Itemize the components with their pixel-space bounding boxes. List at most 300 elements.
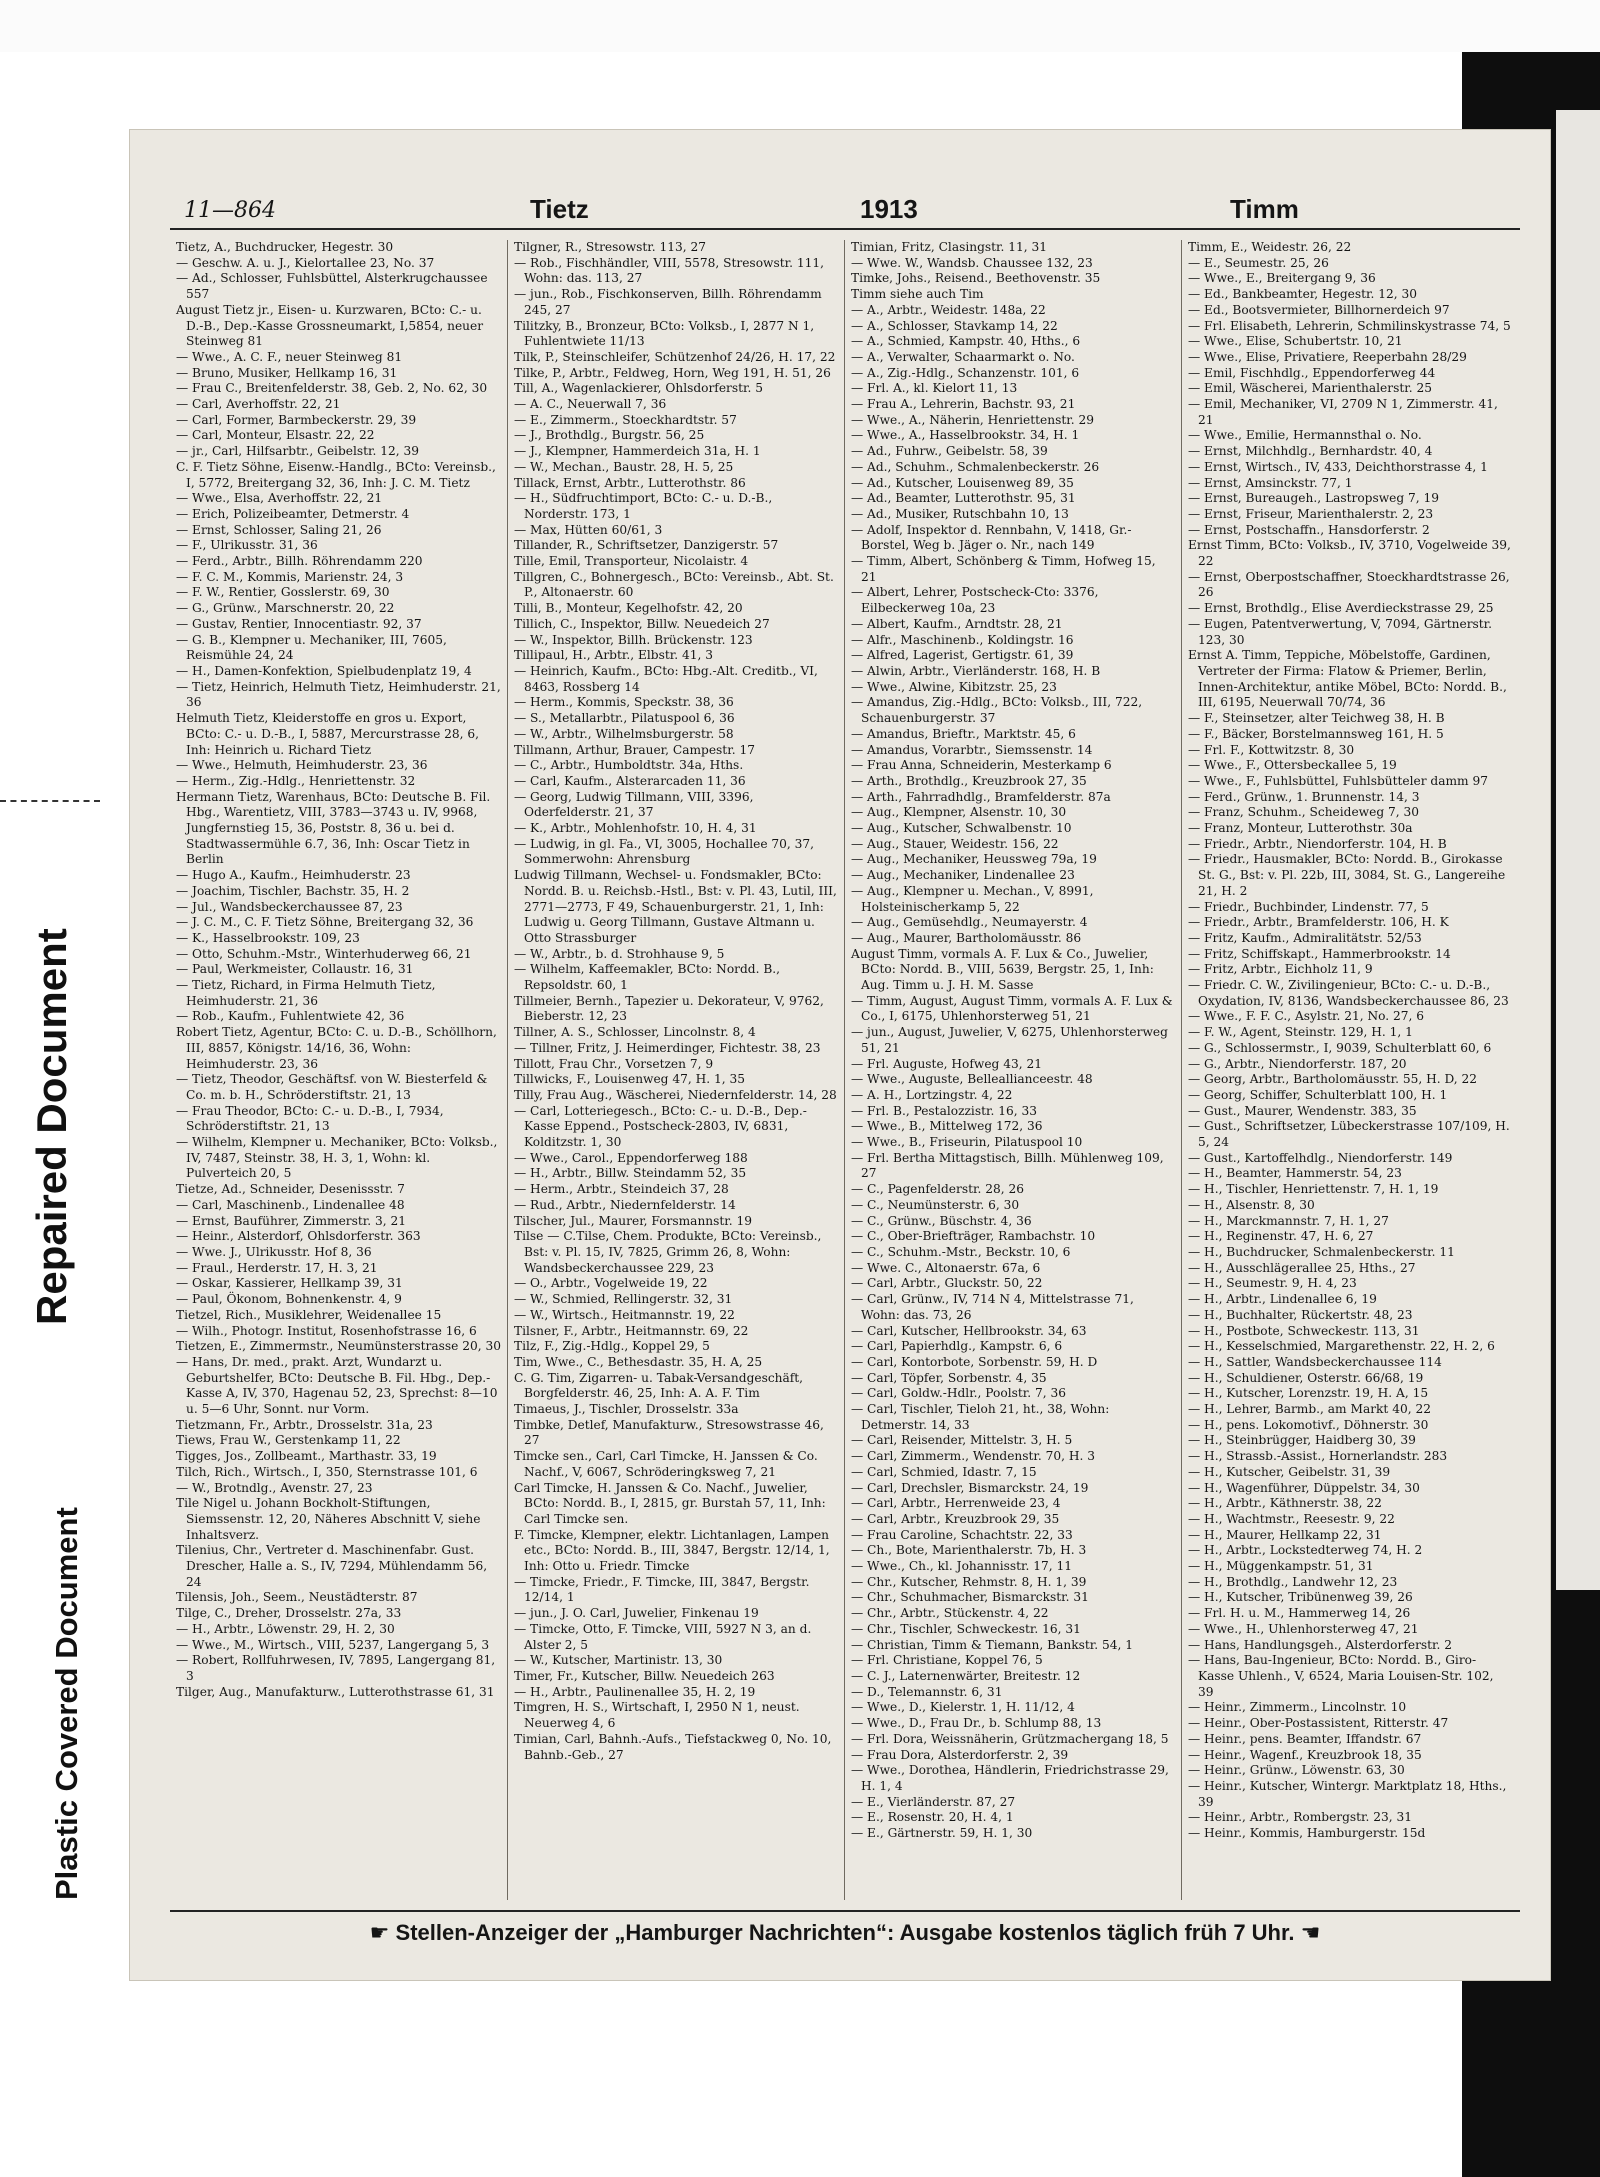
directory-entry: — H., Seumestr. 9, H. 4, 23 — [1188, 1276, 1357, 1291]
directory-entry: — Wilh., Photogr. Institut, Rosenhofstrasse 16, 6 — [176, 1323, 477, 1338]
directory-entry: — Wwe., Elise, Privatiere, Reeperbahn 28/29 — [1188, 349, 1467, 364]
directory-entry: — Ad., Fuhrw., Geibelstr. 58, 39 — [851, 444, 1048, 459]
directory-entry: — Fritz, Kaufm., Admiralitätstr. 52/53 — [1188, 930, 1422, 945]
directory-entry: — O., Arbtr., Vogelweide 19, 22 — [514, 1276, 708, 1291]
directory-entry: — H., Tischler, Henriettenstr. 7, H. 1, 19 — [1188, 1182, 1439, 1197]
directory-entry: — Ed., Bankbeamter, Hegestr. 12, 30 — [1188, 287, 1418, 302]
directory-entry: — Ernst, Schlosser, Saling 21, 26 — [176, 522, 382, 537]
directory-entry: — H., Wachtmstr., Reesestr. 9, 22 — [1188, 1511, 1395, 1526]
directory-entry: — H., Müggenkampstr. 51, 31 — [1188, 1559, 1374, 1574]
directory-entry: — Gustav, Rentier, Innocentiastr. 92, 37 — [176, 616, 422, 631]
directory-entry: Tillipaul, H., Arbtr., Elbstr. 41, 3 — [514, 648, 713, 663]
directory-entry: — Albert, Kaufm., Arndtstr. 28, 21 — [851, 616, 1063, 631]
directory-entry: — Ernst, Amsinckstr. 77, 1 — [1188, 475, 1353, 490]
directory-entry: — H., Damen-Konfektion, Spielbudenplatz 19, 4 — [176, 663, 472, 678]
directory-entry: — Aug., Gemüsehdlg., Neumayerstr. 4 — [851, 915, 1088, 930]
directory-entry: Tille, Emil, Transporteur, Nicolaistr. 4 — [514, 554, 749, 569]
directory-entry: — Emil, Mechaniker, VI, 2709 N 1, Zimmerstr. 41, 21 — [1188, 397, 1498, 427]
directory-entry: — Aug., Kutscher, Schwalbenstr. 10 — [851, 821, 1072, 836]
directory-entry: — H., Alsenstr. 8, 30 — [1188, 1197, 1315, 1212]
column-1 — [170, 240, 507, 1900]
directory-entry: Timm siehe auch Tim — [851, 287, 984, 302]
directory-entry: — Ernst, Brothdlg., Elise Averdieckstrasse 29, 25 — [1188, 601, 1494, 616]
directory-entry: — H., Buchdrucker, Schmalenbeckerstr. 11 — [1188, 1245, 1455, 1259]
directory-entry: — Friedr. C. W., Zivilingenieur, BCto: C.- u. D.-B., Oxydation, IV, 8136, Wandsbeckerchaussee 86, 23 — [1188, 978, 1509, 1008]
cut-mark — [0, 800, 100, 802]
directory-entry: — Timm, August, August Timm, vormals A. F. Lux & Co., I, 6175, Uhlenhorsterweg 51, 21 — [851, 993, 1173, 1024]
directory-entry: Tiews, Frau W., Gerstenkamp 11, 22 — [176, 1433, 401, 1448]
directory-entry: Timaeus, J., Tischler, Drosselstr. 33a — [514, 1402, 739, 1417]
directory-entry: — Hans, Dr. med., prakt. Arzt, Wundarzt u. Geburtshelfer, BCto: Deutsche B. Fil. Hbg., Dep.-Kasse A, IV, 370, Hagenau 52, 23, Sprechst: 8—10 u. 5—6 Uhr, Sonnt. nur Vorm. — [176, 1354, 498, 1417]
directory-entry: — Paul, Werkmeister, Collaustr. 16, 31 — [176, 962, 414, 977]
directory-entry: — Georg, Ludwig Tillmann, VIII, 3396, Oderfelderstr. 21, 37 — [514, 789, 754, 820]
directory-entry: — C., Grünw., Büschstr. 4, 36 — [851, 1213, 1032, 1228]
directory-entry: — Aug., Maurer, Bartholomäusstr. 86 — [851, 930, 1082, 945]
directory-entry: — Frl. H. u. M., Hammerweg 14, 26 — [1188, 1606, 1411, 1621]
directory-entry: — A., Verwalter, Schaarmarkt o. No. — [851, 349, 1075, 364]
directory-entry: — W., Inspektor, Billh. Brückenstr. 123 — [514, 632, 753, 647]
directory-entry: — Carl, Papierhdlg., Kampstr. 6, 6 — [851, 1339, 1063, 1354]
directory-entry: F. Timcke, Klempner, elektr. Lichtanlagen, Lampen etc., BCto: Nordd. B., III, 3847, Bergstr. 12/14, 1, Inh: Otto u. Friedr. Timcke — [514, 1527, 830, 1574]
directory-entry: C. F. Tietz Söhne, Eisenw.-Handlg., BCto: Vereinsb., I, 5772, Breitergang 32, 36, Inh: J. C. M. Tietz — [176, 459, 496, 490]
directory-entry: — J., Klempner, Hammerdeich 31a, H. 1 — [514, 444, 761, 459]
directory-entry: — W., Wirtsch., Heitmannstr. 19, 22 — [514, 1307, 735, 1322]
directory-entry: August Tietz jr., Eisen- u. Kurzwaren, BCto: C.- u. D.-B., Dep.-Kasse Grossneumarkt, I,5854, neuer Steinweg 81 — [176, 302, 484, 349]
directory-entry: — Wwe., F. F. C., Asylstr. 21, No. 27, 6 — [1188, 1009, 1425, 1024]
directory-entry: — H., Kutscher, Tribünenweg 39, 26 — [1188, 1590, 1413, 1605]
directory-entry: — H., Reginenstr. 47, H. 6, 27 — [1188, 1229, 1374, 1244]
directory-entry: — Frl. Christiane, Koppel 76, 5 — [851, 1653, 1043, 1668]
directory-entry: Timian, Carl, Bahnh.-Aufs., Tiefstackweg 0, No. 10, Bahnb.-Geb., 27 — [514, 1731, 832, 1762]
directory-entry: — Frau Theodor, BCto: C.- u. D.-B., I, 7934, Schröderstiftstr. 21, 13 — [176, 1103, 444, 1134]
directory-entry: — Timcke, Otto, F. Timcke, VIII, 5927 N 3, an d. Alster 2, 5 — [514, 1621, 812, 1652]
directory-entry: — Ad., Kutscher, Louisenweg 89, 35 — [851, 475, 1074, 490]
directory-entry: — H., Wagenführer, Düppelstr. 34, 30 — [1188, 1480, 1420, 1495]
directory-entry: — Frl. Auguste, Hofweg 43, 21 — [851, 1056, 1042, 1071]
directory-entry: Helmuth Tietz, Kleiderstoffe en gros u. Export, BCto: C.- u. D.-B., I, 5887, Mercurstrasse 28, 6, Inh: Heinrich u. Richard Tietz — [176, 711, 480, 757]
directory-entry: — Timm, Albert, Schönberg & Timm, Hofweg 15, 21 — [851, 554, 1156, 584]
directory-entry: — H., Buchhalter, Rückertstr. 48, 23 — [1188, 1307, 1413, 1322]
directory-entry: — H., Ausschlägerallee 25, Hths., 27 — [1188, 1260, 1416, 1275]
directory-entry: — Aug., Mechaniker, Lindenallee 23 — [851, 868, 1075, 883]
directory-entry: — Fraul., Herderstr. 17, H. 3, 21 — [176, 1260, 378, 1275]
directory-entry: — H., Arbtr., Lindenallee 6, 19 — [1188, 1292, 1377, 1307]
directory-entry: — A., Schmied, Kampstr. 40, Hths., 6 — [851, 334, 1081, 349]
directory-entry: Tillott, Frau Chr., Vorsetzen 7, 9 — [514, 1056, 714, 1071]
directory-entry: Tilge, C., Dreher, Drosselstr. 27a, 33 — [176, 1606, 402, 1621]
pointing-hand-left-icon: ☛ — [369, 1921, 390, 1946]
left-guide-word: Tietz — [530, 194, 589, 224]
directory-entry: Tietze, Ad., Schneider, Desenissstr. 7 — [176, 1182, 405, 1197]
directory-entry: — Timcke, Friedr., F. Timcke, III, 3847, Bergstr. 12/14, 1 — [514, 1574, 810, 1605]
directory-entry: — Ernst, Postschaffn., Hansdorferstr. 2 — [1188, 522, 1430, 537]
directory-entry: — Hans, Handlungsgeh., Alsterdorferstr. 2 — [1188, 1637, 1453, 1652]
directory-entry: — Emil, Wäscherei, Marienthalerstr. 25 — [1188, 381, 1432, 396]
directory-entry: — jun., Rob., Fischkonserven, Billh. Röhrendamm 245, 27 — [514, 287, 822, 317]
directory-entry: — Emil, Fischhdlg., Eppendorferweg 44 — [1188, 365, 1436, 380]
directory-entry: — Arth., Brothdlg., Kreuzbrook 27, 35 — [851, 773, 1087, 788]
directory-entry: — H., Arbtr., Käthnerstr. 38, 22 — [1188, 1496, 1382, 1511]
directory-entry: — Rob., Fischhändler, VIII, 5578, Stresowstr. 111, Wohn: das. 113, 27 — [514, 255, 824, 286]
directory-entry: — Wwe., Ch., kl. Johannisstr. 17, 11 — [851, 1559, 1073, 1574]
directory-entry: — W., Brotndlg., Avenstr. 27, 23 — [176, 1480, 373, 1495]
directory-entry: — Wwe., Alwine, Kibitzstr. 25, 23 — [851, 679, 1057, 694]
directory-entry: Timm, E., Weidestr. 26, 22 — [1188, 240, 1352, 254]
directory-entry: Tilscher, Jul., Maurer, Forsmannstr. 19 — [514, 1213, 753, 1228]
directory-entry: — Robert, Rollfuhrwesen, IV, 7895, Langergang 81, 3 — [176, 1653, 496, 1683]
directory-entry: — G., Grünw., Marschnerstr. 20, 22 — [176, 601, 395, 616]
scan-top-margin — [0, 0, 1600, 52]
directory-entry: — Aug., Mechaniker, Heussweg 79a, 19 — [851, 852, 1097, 867]
directory-entry: — Tietz, Theodor, Geschäftsf. von W. Biesterfeld & Co. m. b. H., Schröderstiftstr. 21, 13 — [176, 1072, 488, 1102]
adjacent-page-edge — [1556, 110, 1600, 1590]
directory-entry: Tietzmann, Fr., Arbtr., Drosselstr. 31a, 23 — [176, 1417, 433, 1432]
directory-entry: Tilsner, F., Arbtr., Heitmannstr. 69, 22 — [514, 1323, 749, 1338]
directory-entry: — Carl, Goldw.-Hdlr., Poolstr. 7, 36 — [851, 1386, 1066, 1401]
directory-entry: — Wwe., B., Friseurin, Pilatuspool 10 — [851, 1135, 1083, 1150]
column-3 — [844, 240, 1181, 1900]
directory-entry: Tillmeier, Bernh., Tapezier u. Dekorateur, V, 9762, Bieberstr. 12, 23 — [514, 993, 824, 1024]
directory-entry: — Wwe., Auguste, Belleallianceestr. 48 — [851, 1072, 1093, 1087]
directory-entry: — H., Postbote, Schweckestr. 113, 31 — [1188, 1323, 1420, 1338]
directory-entry: Hermann Tietz, Warenhaus, BCto: Deutsche B. Fil. Hbg., Warentietz, VIII, 3783—3743 u. IV, 9968, Jungfernstieg 15, 36, Poststr. 8, 36 u. bei d. Stadtwassermühle 6.7, 36, Inh: Oscar Tietz in Berlin — [176, 789, 491, 867]
directory-entry: — H., Sattler, Wandsbeckerchaussee 114 — [1188, 1354, 1442, 1369]
directory-entry: — Alwin, Arbtr., Vierländerstr. 168, H. B — [851, 663, 1101, 678]
directory-entry: — Amandus, Brieftr., Marktstr. 45, 6 — [851, 726, 1076, 741]
directory-entry: — H., Kutscher, Geibelstr. 31, 39 — [1188, 1464, 1391, 1479]
directory-entry: — Heinr., Arbtr., Rombergstr. 23, 31 — [1188, 1810, 1413, 1825]
directory-entry: — Ferd., Arbtr., Billh. Röhrendamm 220 — [176, 554, 423, 569]
directory-entry: — Wwe., H., Uhlenhorsterweg 47, 21 — [1188, 1621, 1419, 1636]
directory-entry: — Hugo A., Kaufm., Heimhuderstr. 23 — [176, 868, 411, 883]
directory-entry: — A., Arbtr., Weidestr. 148a, 22 — [851, 302, 1046, 317]
directory-entry: — jun., August, Juwelier, V, 6275, Uhlenhorsterweg 51, 21 — [851, 1025, 1168, 1055]
directory-entry: Tietzen, E., Zimmermstr., Neumünsterstrasse 20, 30 — [176, 1339, 501, 1354]
directory-entry: Timgren, H. S., Wirtschaft, I, 2950 N 1, neust. Neuerweg 4, 6 — [514, 1700, 800, 1731]
directory-entry: — Albert, Lehrer, Postscheck-Cto: 3376, Eilbeckerweg 10a, 23 — [851, 585, 1099, 616]
directory-entry: — Friedr., Arbtr., Bramfelderstr. 106, H. K — [1188, 915, 1449, 930]
directory-entry: — S., Metallarbtr., Pilatuspool 6, 36 — [514, 711, 735, 726]
directory-entry: Tietz, A., Buchdrucker, Hegestr. 30 — [176, 240, 394, 254]
directory-entry: — Frau C., Breitenfelderstr. 38, Geb. 2, No. 62, 30 — [176, 381, 488, 396]
directory-entry: — Heinr., Kommis, Hamburgerstr. 15d — [1188, 1826, 1426, 1841]
year: 1913 — [860, 194, 918, 224]
directory-entry: — Frl. B., Pestalozzistr. 16, 33 — [851, 1103, 1037, 1118]
directory-entry: — F. C. M., Kommis, Marienstr. 24, 3 — [176, 569, 404, 584]
directory-entry: — Alfred, Lagerist, Gertigstr. 61, 39 — [851, 648, 1074, 663]
directory-entry: — Wwe., Elsa, Averhoffstr. 22, 21 — [176, 491, 383, 506]
directory-entry: — Ad., Musiker, Rutschbahn 10, 13 — [851, 506, 1069, 521]
directory-entry: — K., Hasselbrookstr. 109, 23 — [176, 930, 360, 945]
directory-entry: — Chr., Arbtr., Stückenstr. 4, 22 — [851, 1606, 1049, 1621]
plastic-covered-document-label: Plastic Covered Document — [49, 1507, 84, 1900]
right-guide-word: Timm — [1230, 194, 1299, 224]
directory-entry: — Chr., Tischler, Schweckestr. 16, 31 — [851, 1621, 1081, 1636]
directory-entry: — Wwe., Elise, Schubertstr. 10, 21 — [1188, 334, 1403, 349]
directory-entry: — Carl, Maschinenb., Lindenallee 48 — [176, 1197, 405, 1212]
directory-entry: Robert Tietz, Agentur, BCto: C. u. D.-B., Schöllhorn, III, 8857, Königstr. 14/16, 36, Wohn: Heimhuderstr. 23, 36 — [176, 1025, 497, 1071]
column-4 — [1181, 240, 1518, 1900]
directory-entry: — jr., Carl, Hilfsarbtr., Geibelstr. 12, 39 — [176, 444, 420, 459]
directory-entry: Timbke, Detlef, Manufakturw., Stresowstrasse 46, 27 — [514, 1417, 824, 1448]
directory-entry: — Ernst, Bureaugeh., Lastropsweg 7, 19 — [1188, 491, 1440, 506]
directory-entry: Timer, Fr., Kutscher, Billw. Neuedeich 263 — [514, 1668, 775, 1683]
directory-entry: — W., Arbtr., b. d. Strohhause 9, 5 — [514, 946, 725, 961]
directory-entry: — H., Strassb.-Assist., Hornerlandstr. 283 — [1188, 1449, 1448, 1464]
directory-entry: — Carl, Monteur, Elsastr. 22, 22 — [176, 428, 375, 443]
footer-advert — [170, 1910, 1520, 1950]
directory-entry: Tile Nigel u. Johann Bockholt-Stiftungen, Siemssenstr. 12, 20, Näheres Abschnitt V, siehe Inhaltsverz. — [176, 1496, 481, 1542]
directory-entry: — Chr., Schuhmacher, Bismarckstr. 31 — [851, 1590, 1089, 1605]
directory-entry: — Wwe., M., Wirtsch., VIII, 5237, Langergang 5, 3 — [176, 1637, 490, 1652]
directory-entry: — Tietz, Richard, in Firma Helmuth Tietz, Heimhuderstr. 21, 36 — [176, 978, 436, 1008]
directory-entry: Tilger, Aug., Manufakturw., Lutterothstrasse 61, 31 — [176, 1684, 495, 1699]
directory-entry: Tillich, C., Inspektor, Billw. Neuedeich 27 — [514, 616, 770, 631]
directory-entry: — Carl, Kutscher, Hellbrookstr. 34, 63 — [851, 1323, 1087, 1338]
directory-entry: — J., Brothdlg., Burgstr. 56, 25 — [514, 428, 705, 443]
directory-entry: — Wwe., Emilie, Hermannsthal o. No. — [1188, 428, 1422, 443]
directory-entry: Tilli, B., Monteur, Kegelhofstr. 42, 20 — [514, 601, 743, 616]
directory-entry: — F., Ulrikusstr. 31, 36 — [176, 538, 318, 553]
directory-entry: — H., Maurer, Hellkamp 22, 31 — [1188, 1527, 1382, 1542]
directory-entry: — H., Arbtr., Löwenstr. 29, H. 2, 30 — [176, 1621, 395, 1636]
directory-entry: — Aug., Klempner u. Mechan., V, 8991, Holsteinischerkamp 5, 22 — [851, 883, 1094, 914]
directory-entry: — Alfr., Maschinenb., Koldingstr. 16 — [851, 632, 1074, 647]
directory-entry: — Friedr., Buchbinder, Lindenstr. 77, 5 — [1188, 899, 1429, 914]
directory-entry: — Ernst, Oberpostschaffner, Stoeckhardtstrasse 26, 26 — [1188, 569, 1510, 600]
directory-entry: Tigges, Jos., Zollbeamt., Marthastr. 33, 19 — [176, 1449, 437, 1464]
directory-entry: — Frl. Dora, Weissnäherin, Grützmachergang 18, 5 — [851, 1731, 1169, 1746]
directory-entry: — H., Brothdlg., Landwehr 12, 23 — [1188, 1574, 1398, 1589]
directory-entry: — Carl, Former, Barmbeckerstr. 29, 39 — [176, 412, 417, 427]
directory-entry: Ernst A. Timm, Teppiche, Möbelstoffe, Gardinen, Vertreter der Firma: Flatow & Priemer, Berlin, Innen-Architektur, antike Möbel, BCto: Nordd. B., III, 6195, Neuerwall 70/74, 36 — [1188, 648, 1507, 710]
directory-entry: — Wwe., B., Mittelweg 172, 36 — [851, 1119, 1043, 1134]
directory-entry: Tillwicks, F., Louisenweg 47, H. 1, 35 — [514, 1072, 746, 1087]
directory-entry: — Aug., Stauer, Weidestr. 156, 22 — [851, 836, 1059, 851]
directory-entry: — W., Arbtr., Wilhelmsburgerstr. 58 — [514, 726, 734, 741]
directory-entry: — Heinr., Alsterdorf, Ohlsdorferstr. 363 — [176, 1229, 421, 1244]
directory-entry: — Hans, Bau-Ingenieur, BCto: Nordd. B., Giro-Kasse Uhlenh., V, 6524, Maria Louisen-Str. 102, 39 — [1188, 1653, 1494, 1699]
directory-entry: Carl Timcke, H. Janssen & Co. Nachf., Juwelier, BCto: Nordd. B., I, 2815, gr. Burstah 57, 11, Inh: Carl Timcke sen. — [514, 1480, 826, 1526]
directory-entry: — Geschw. A. u. J., Kielortallee 23, No. 37 — [176, 255, 435, 270]
directory-entry: Ernst Timm, BCto: Volksb., IV, 3710, Vogelweide 39, 22 — [1188, 538, 1511, 569]
directory-page — [130, 130, 1550, 1980]
directory-entry: — Carl, Reisender, Mittelstr. 3, H. 5 — [851, 1433, 1073, 1448]
directory-entry: — Ad., Schuhm., Schmalenbeckerstr. 26 — [851, 459, 1100, 474]
directory-entry: — G. B., Klempner u. Mechaniker, III, 7605, Reismühle 24, 24 — [176, 632, 447, 663]
directory-entry: — Wwe. W., Wandsb. Chaussee 132, 23 — [851, 255, 1093, 270]
directory-entry: Tilch, Rich., Wirtsch., I, 350, Sternstrasse 101, 6 — [176, 1464, 478, 1479]
repaired-document-label: Repaired Document — [28, 928, 75, 1325]
directory-entry: — Frl. Elisabeth, Lehrerin, Schmilinskystrasse 74, 5 — [1188, 318, 1511, 333]
directory-entry: — Ch., Bote, Marienthalerstr. 7b, H. 3 — [851, 1543, 1087, 1558]
directory-entry: — Gust., Schriftsetzer, Lübeckerstrasse 107/109, H. 5, 24 — [1188, 1119, 1510, 1150]
directory-entry: — Herm., Arbtr., Steindeich 37, 28 — [514, 1182, 729, 1197]
directory-entry: — Wwe., D., Kielerstr. 1, H. 11/12, 4 — [851, 1700, 1075, 1715]
directory-entry: — Rud., Arbtr., Niedernfelderstr. 14 — [514, 1197, 736, 1212]
footer-text: Stellen-Anzeiger der „Hamburger Nachrichten“: Ausgabe kostenlos täglich früh 7 Uhr. — [395, 1920, 1295, 1945]
directory-entry: — Carl, Grünw., IV, 714 N 4, Mittelstrasse 71, Wohn: das. 73, 26 — [851, 1292, 1134, 1322]
directory-entry: — E., Rosenstr. 20, H. 4, 1 — [851, 1810, 1014, 1825]
page-content — [170, 190, 1520, 1970]
directory-entry: — Carl, Schmied, Idastr. 7, 15 — [851, 1464, 1037, 1479]
directory-entry: — H., Arbtr., Paulinenallee 35, H. 2, 19 — [514, 1684, 756, 1699]
directory-entry: — H., Arbtr., Lockstedterweg 74, H. 2 — [1188, 1543, 1423, 1558]
directory-entry: — Frau A., Lehrerin, Bachstr. 93, 21 — [851, 397, 1076, 412]
directory-entry: — Max, Hütten 60/61, 3 — [514, 522, 663, 537]
directory-entry: — Ernst, Friseur, Marienthalerstr. 2, 23 — [1188, 506, 1434, 521]
directory-entry: — Carl, Kaufm., Alsterarcaden 11, 36 — [514, 773, 746, 788]
directory-entry: — Frau Anna, Schneiderin, Mesterkamp 6 — [851, 758, 1112, 773]
directory-entry: — Heinr., Zimmerm., Lincolnstr. 10 — [1188, 1700, 1407, 1715]
directory-entry: — Carl, Kontorbote, Sorbenstr. 59, H. D — [851, 1354, 1098, 1369]
directory-entry: — W., Kutscher, Martinistr. 13, 30 — [514, 1653, 723, 1668]
directory-entry: — Wwe., A., Näherin, Henriettenstr. 29 — [851, 412, 1094, 427]
directory-entry: Timian, Fritz, Clasingstr. 11, 31 — [851, 240, 1048, 254]
directory-entry: Tilensis, Joh., Seem., Neustädterstr. 87 — [176, 1590, 418, 1605]
directory-entry: — F. W., Rentier, Gosslerstr. 69, 30 — [176, 585, 390, 600]
directory-entry: — Adolf, Inspektor d. Rennbahn, V, 1418, Gr.-Borstel, Weg b. Jäger o. Nr., nach 149 — [851, 522, 1132, 553]
directory-entry: — Herm., Kommis, Speckstr. 38, 36 — [514, 695, 734, 710]
directory-entry: — Carl, Töpfer, Sorbenstr. 4, 35 — [851, 1370, 1047, 1385]
directory-entry: — D., Telemannstr. 6, 31 — [851, 1684, 1003, 1699]
directory-entry: — Ernst, Milchhdlg., Bernhardstr. 40, 4 — [1188, 444, 1433, 459]
directory-entry: — Carl, Lotteriegesch., BCto: C.- u. D.-B., Dep.-Kasse Eppend., Postscheck-2803, IV, 6831, Kolditzstr. 1, 30 — [514, 1103, 807, 1150]
directory-entry: C. G. Tim, Zigarren- u. Tabak-Versandgeschäft, Borgfelderstr. 46, 25, Inh: A. A. F. Tim — [514, 1370, 804, 1401]
directory-entry: — E., Gärtnerstr. 59, H. 1, 30 — [851, 1826, 1033, 1841]
directory-entry: — Franz, Schuhm., Scheideweg 7, 30 — [1188, 805, 1420, 820]
directory-entry: — Tillner, Fritz, J. Heimerdinger, Fichtestr. 38, 23 — [514, 1040, 821, 1055]
directory-entry: — Carl, Drechsler, Bismarckstr. 24, 19 — [851, 1480, 1089, 1495]
directory-entry: Tilgner, R., Stresowstr. 113, 27 — [514, 240, 707, 254]
directory-entry: — F., Bäcker, Borstelmannsweg 161, H. 5 — [1188, 726, 1444, 741]
directory-entry: Tietzel, Rich., Musiklehrer, Weidenallee 15 — [176, 1307, 442, 1322]
directory-entry: — Wwe., Helmuth, Heimhuderstr. 23, 36 — [176, 758, 428, 773]
pointing-hand-right-icon: ☚ — [1300, 1921, 1321, 1946]
directory-entry: — C., Arbtr., Humboldtstr. 34a, Hths. — [514, 758, 744, 773]
directory-entry: — Joachim, Tischler, Bachstr. 35, H. 2 — [176, 883, 410, 898]
directory-entry: August Timm, vormals A. F. Lux & Co., Juwelier, BCto: Nordd. B., VIII, 5639, Bergstr. 25, 1, Inh: Aug. Timm u. J. H. M. Sasse — [851, 946, 1154, 993]
directory-entry: Tillgren, C., Bohnergesch., BCto: Vereinsb., Abt. St. P., Altonaerstr. 60 — [514, 569, 834, 600]
directory-entry: — Oskar, Kassierer, Hellkamp 39, 31 — [176, 1276, 403, 1291]
directory-entry: — Heinrich, Kaufm., BCto: Hbg.-Alt. Creditb., VI, 8463, Rossberg 14 — [514, 663, 818, 694]
directory-entry: — Ferd., Grünw., 1. Brunnenstr. 14, 3 — [1188, 789, 1420, 804]
directory-entry: — E., Vierländerstr. 87, 27 — [851, 1794, 1016, 1809]
directory-entry: — Herm., Zig.-Hdlg., Henriettenstr. 32 — [176, 773, 416, 788]
directory-entry: — A., Zig.-Hdlg., Schanzenstr. 101, 6 — [851, 365, 1080, 380]
directory-entry: Tilke, P., Arbtr., Feldweg, Horn, Weg 191, H. 51, 26 — [514, 365, 831, 380]
directory-entry: — C., Pagenfelderstr. 28, 26 — [851, 1182, 1024, 1197]
directory-entry: — Erich, Polizeibeamter, Detmerstr. 4 — [176, 506, 410, 521]
directory-entry: — Amandus, Vorarbtr., Siemssenstr. 14 — [851, 742, 1093, 757]
directory-entry: — Carl, Arbtr., Kreuzbrook 29, 35 — [851, 1511, 1060, 1526]
directory-entry: — Friedr., Arbtr., Niendorferstr. 104, H. B — [1188, 836, 1447, 851]
directory-entry: — C., Schuhm.-Mstr., Beckstr. 10, 6 — [851, 1245, 1071, 1259]
directory-entry: — Eugen, Patentverwertung, V, 7094, Gärtnerstr. 123, 30 — [1188, 616, 1493, 647]
directory-entry: — G., Schlossermstr., I, 9039, Schulterblatt 60, 6 — [1188, 1040, 1492, 1055]
directory-entry: Tilitzky, B., Bronzeur, BCto: Volksb., I, 2877 N 1, Fuhlentwiete 11/13 — [514, 318, 815, 349]
directory-entry: — H., Kutscher, Lorenzstr. 19, H. A, 15 — [1188, 1386, 1429, 1401]
page-number: 11—864 — [184, 198, 276, 223]
directory-entry: Tilz, F., Zig.-Hdlg., Koppel 29, 5 — [514, 1339, 710, 1354]
directory-entry: — Fritz, Arbtr., Eichholz 11, 9 — [1188, 962, 1373, 977]
directory-entry: — Georg, Arbtr., Bartholomäusstr. 55, H. D, 22 — [1188, 1072, 1478, 1087]
directory-entry: — Ed., Bootsvermieter, Billhornerdeich 97 — [1188, 302, 1450, 317]
directory-entry: Tilenius, Chr., Vertreter d. Maschinenfabr. Gust. Drescher, Halle a. S., IV, 7294, Mühlendamm 56, 24 — [176, 1543, 488, 1589]
side-labels — [0, 0, 100, 2177]
directory-entry: — Rob., Kaufm., Fuhlentwiete 42, 36 — [176, 1009, 405, 1024]
directory-entry: — Carl, Averhoffstr. 22, 21 — [176, 397, 341, 412]
directory-entry: — G., Arbtr., Niendorferstr. 187, 20 — [1188, 1056, 1407, 1071]
directory-entry: — H., Marckmannstr. 7, H. 1, 27 — [1188, 1213, 1389, 1228]
directory-entry: — K., Arbtr., Mohlenhofstr. 10, H. 4, 31 — [514, 821, 757, 836]
directory-entry: — Wilhelm, Kaffeemakler, BCto: Nordd. B., Repsoldstr. 60, 1 — [514, 962, 781, 993]
directory-entry: Tillander, R., Schriftsetzer, Danzigerstr. 57 — [514, 538, 779, 553]
directory-entry: — Wwe. C., Altonaerstr. 67a, 6 — [851, 1260, 1041, 1275]
directory-entry: — Wwe., Carol., Eppendorferweg 188 — [514, 1150, 748, 1165]
directory-entry: — H., Beamter, Hammerstr. 54, 23 — [1188, 1166, 1402, 1181]
directory-entry: — Paul, Ökonom, Bohnenkenstr. 4, 9 — [176, 1292, 402, 1307]
directory-entry: — Christian, Timm & Tiemann, Bankstr. 54, 1 — [851, 1637, 1133, 1652]
directory-entry: — H., Arbtr., Billw. Steindamm 52, 35 — [514, 1166, 747, 1181]
directory-entry: — H., Lehrer, Barmb., am Markt 40, 22 — [1188, 1402, 1431, 1417]
directory-entry: — Carl, Tischler, Tieloh 21, ht., 38, Wohn: Detmerstr. 14, 33 — [851, 1402, 1110, 1432]
directory-entry: Tillack, Ernst, Arbtr., Lutterothstr. 86 — [514, 475, 746, 490]
directory-entry: — C. J., Laternenwärter, Breitestr. 12 — [851, 1668, 1081, 1683]
directory-entry: — Wilhelm, Klempner u. Mechaniker, BCto: Volksb., IV, 7487, Steinstr. 38, H. 3, 1, Wohn: kl. Pulverteich 20, 5 — [176, 1135, 498, 1181]
directory-entry: Till, A., Wagenlackierer, Ohlsdorferstr. 5 — [514, 381, 763, 396]
directory-entry: — A. H., Lortzingstr. 4, 22 — [851, 1087, 1013, 1102]
directory-entry: — Wwe., A., Hasselbrookstr. 34, H. 1 — [851, 428, 1080, 443]
directory-entry: — Frau Dora, Alsterdorferstr. 2, 39 — [851, 1747, 1069, 1762]
directory-entry: — Wwe. J., Ulrikusstr. Hof 8, 36 — [176, 1245, 372, 1259]
directory-entry: — Tietz, Heinrich, Helmuth Tietz, Heimhuderstr. 21, 36 — [176, 679, 501, 710]
directory-entry: — Wwe., E., Breitergang 9, 36 — [1188, 271, 1376, 286]
directory-entry: — J. C. M., C. F. Tietz Söhne, Breitergang 32, 36 — [176, 915, 474, 930]
directory-entry: — Wwe., Dorothea, Händlerin, Friedrichstrasse 29, H. 1, 4 — [851, 1763, 1169, 1793]
directory-entry: — H., Südfruchtimport, BCto: C.- u. D.-B., Norderstr. 173, 1 — [514, 491, 773, 521]
directory-entry: — Frl. A., kl. Kielort 11, 13 — [851, 381, 1018, 396]
directory-entry: Tilly, Frau Aug., Wäscherei, Niedernfelderstr. 14, 28 — [514, 1087, 837, 1102]
directory-entry: — Ernst, Bauführer, Zimmerstr. 3, 21 — [176, 1213, 407, 1228]
directory-entry: — Ad., Beamter, Lutterothstr. 95, 31 — [851, 491, 1076, 506]
directory-entry: — Heinr., pens. Beamter, Iffandstr. 67 — [1188, 1731, 1422, 1746]
directory-entry: Timke, Johs., Reisend., Beethovenstr. 35 — [851, 271, 1101, 286]
directory-entry: Tilse — C.Tilse, Chem. Produkte, BCto: Vereinsb., Bst: v. Pl. 15, IV, 7825, Grimm 26, 8, Wohn: Wandsbeckerchaussee 229, 23 — [514, 1229, 822, 1275]
directory-entry: — Gust., Kartoffelhdlg., Niendorferstr. 149 — [1188, 1150, 1453, 1165]
directory-entry: — Heinr., Ober-Postassistent, Ritterstr. 47 — [1188, 1716, 1449, 1731]
directory-entry: — Frl. Bertha Mittagstisch, Billh. Mühlenweg 109, 27 — [851, 1150, 1164, 1181]
directory-entry: — A., Schlosser, Stavkamp 14, 22 — [851, 318, 1058, 333]
directory-entry: — Arth., Fahrradhdlg., Bramfelderstr. 87a — [851, 789, 1111, 804]
directory-entry: — Fritz, Schiffskapt., Hammerbrookstr. 14 — [1188, 946, 1451, 961]
directory-entry: — E., Zimmerm., Stoeckhardtstr. 57 — [514, 412, 737, 427]
directory-entry: — H., Steinbrügger, Haidberg 30, 39 — [1188, 1433, 1416, 1448]
directory-entry: — Chr., Kutscher, Rehmstr. 8, H. 1, 39 — [851, 1574, 1087, 1589]
directory-entry: — Jul., Wandsbeckerchaussee 87, 23 — [176, 899, 403, 914]
directory-entry: — jun., J. O. Carl, Juwelier, Finkenau 19 — [514, 1606, 759, 1621]
directory-entry: — Carl, Zimmerm., Wendenstr. 70, H. 3 — [851, 1449, 1096, 1464]
directory-entry: — F. W., Agent, Steinstr. 129, H. 1, 1 — [1188, 1025, 1413, 1040]
directory-entry: — Gust., Maurer, Wendenstr. 383, 35 — [1188, 1103, 1417, 1118]
directory-entry: — Frl. F., Kottwitzstr. 8, 30 — [1188, 742, 1355, 757]
directory-entry: — F., Steinsetzer, alter Teichweg 38, H. B — [1188, 711, 1445, 726]
directory-entry: — Carl, Arbtr., Gluckstr. 50, 22 — [851, 1276, 1043, 1291]
directory-entry: — Wwe., F., Fuhlsbüttel, Fuhlsbütteler damm 97 — [1188, 773, 1488, 788]
directory-entry: — Georg, Schiffer, Schulterblatt 100, H. 1 — [1188, 1087, 1448, 1102]
directory-entry: — E., Seumestr. 25, 26 — [1188, 255, 1329, 270]
directory-entry: — H., Schuldiener, Osterstr. 66/68, 19 — [1188, 1370, 1424, 1385]
